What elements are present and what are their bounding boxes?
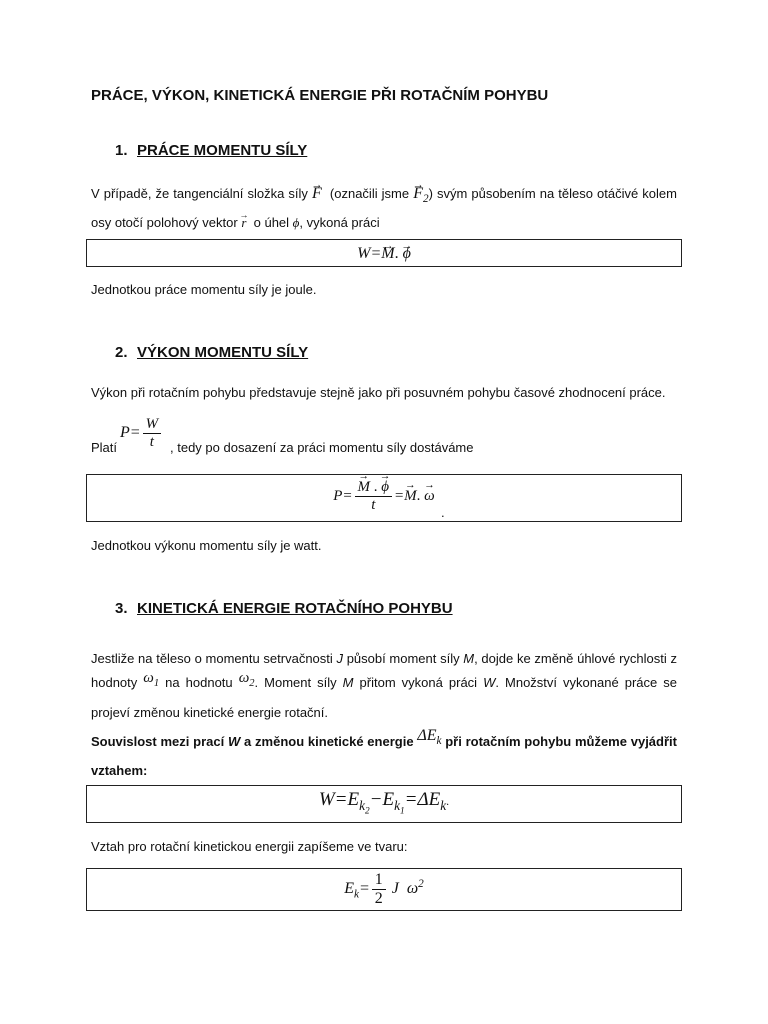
- section-1-unit: Jednotkou práce momentu síly je joule.: [91, 282, 317, 297]
- section-2-heading: [115, 344, 308, 361]
- section-title: VÝKON MOMENTU SÍLY: [137, 344, 309, 361]
- section-number: 3.: [115, 600, 128, 617]
- symbol-omega-2: $\omega_2$: [238, 670, 255, 689]
- para-text: o úhel: [253, 215, 290, 231]
- section-1-paragraph: [91, 182, 677, 234]
- section-title: PRÁCE MOMENTU SÍLY: [137, 142, 308, 159]
- para-text: Platí: [91, 440, 118, 455]
- section-1-heading: [115, 142, 307, 159]
- symbol-w: W: [228, 734, 241, 749]
- para-text: ) svým působením na těleso otáčivé kolem osy otočí polohový vektor: [91, 186, 677, 231]
- section-2-plati-rest: , tedy po dosazení za práci momentu síly dostáváme: [170, 440, 474, 455]
- section-2-plati: [91, 440, 117, 455]
- formula-box-energy-change: [86, 785, 682, 823]
- para-text: . Moment síly: [254, 675, 337, 690]
- formula-box-work: [86, 239, 682, 267]
- section-number: 1.: [115, 142, 128, 159]
- page-title: PRÁCE, VÝKON, KINETICKÁ ENERGIE PŘI ROTAČNÍM POHYBU: [91, 87, 549, 104]
- formula-power: P= → $\frac{M . \to \phi}{t}$ =→ M. → ω: [87, 479, 681, 514]
- para-text: (označili jsme: [329, 186, 410, 201]
- section-3-heading: [115, 600, 453, 617]
- symbol-w: W: [483, 675, 496, 690]
- formula-power-def: P= $\frac{W}{t}$: [120, 416, 163, 451]
- symbol-delta-ek: $\Delta E_k$: [417, 727, 442, 748]
- formula-energy-change: $W=E_{k_2}-E_{k_1}=\Delta E_k$.: [318, 789, 450, 817]
- para-text: V případě, že tangenciální složka síly: [91, 186, 308, 201]
- formula-period: .: [441, 505, 445, 520]
- para-text: , vykoná práci: [299, 215, 380, 231]
- formula-box-kinetic-energy: [86, 868, 682, 911]
- section-2-unit: Jednotkou výkonu momentu síly je watt.: [91, 538, 322, 553]
- para-text: a změnou kinetické energie: [244, 734, 414, 749]
- section-number: 2.: [115, 344, 128, 361]
- para-text: na hodnotu: [165, 675, 233, 690]
- section-3-paragraph: [91, 647, 677, 725]
- symbol-m: M: [342, 675, 354, 690]
- symbol-phi: ϕ: [292, 215, 300, 231]
- symbol-f2-vector: → $F_2$: [413, 185, 428, 202]
- para-text: Jestliže na těleso o momentu setrvačnosti: [91, 651, 333, 666]
- para-text: při rotačním pohybu můžeme vyjádřit vztahem:: [91, 734, 677, 779]
- para-text: působí moment síly: [346, 651, 460, 666]
- section-2-paragraph: Výkon při rotačním pohybu představuje stejně jako při posuvném pohybu časové zhodnocení práce.: [91, 385, 666, 400]
- para-text: , dojde ke změně úhlové rychlosti z hodnoty: [91, 651, 677, 690]
- symbol-f-vector: → F: [312, 185, 322, 202]
- formula-box-power: [86, 474, 682, 522]
- formula-work: W=→ M. → ϕ: [87, 240, 681, 268]
- formula-kinetic-energy: $E_k=$ $\frac{1}{2}$ J $\omega^2$: [344, 871, 424, 907]
- section-title: KINETICKÁ ENERGIE ROTAČNÍHO POHYBU: [137, 600, 453, 617]
- symbol-omega-1: $\omega_1$: [143, 670, 160, 689]
- para-text: . Množství vykonané práce se projeví změnou kinetické energie rotační.: [91, 675, 677, 720]
- symbol-j: J: [336, 651, 343, 666]
- para-text: Souvislost mezi prací: [91, 734, 225, 749]
- section-3-vztah: Vztah pro rotační kinetickou energii zapíšeme ve tvaru:: [91, 839, 408, 854]
- section-3-bold-paragraph: [91, 727, 677, 782]
- symbol-r-vector: → r: [241, 215, 246, 230]
- para-text: přitom vykoná práci: [359, 675, 478, 690]
- symbol-m: M: [463, 651, 475, 666]
